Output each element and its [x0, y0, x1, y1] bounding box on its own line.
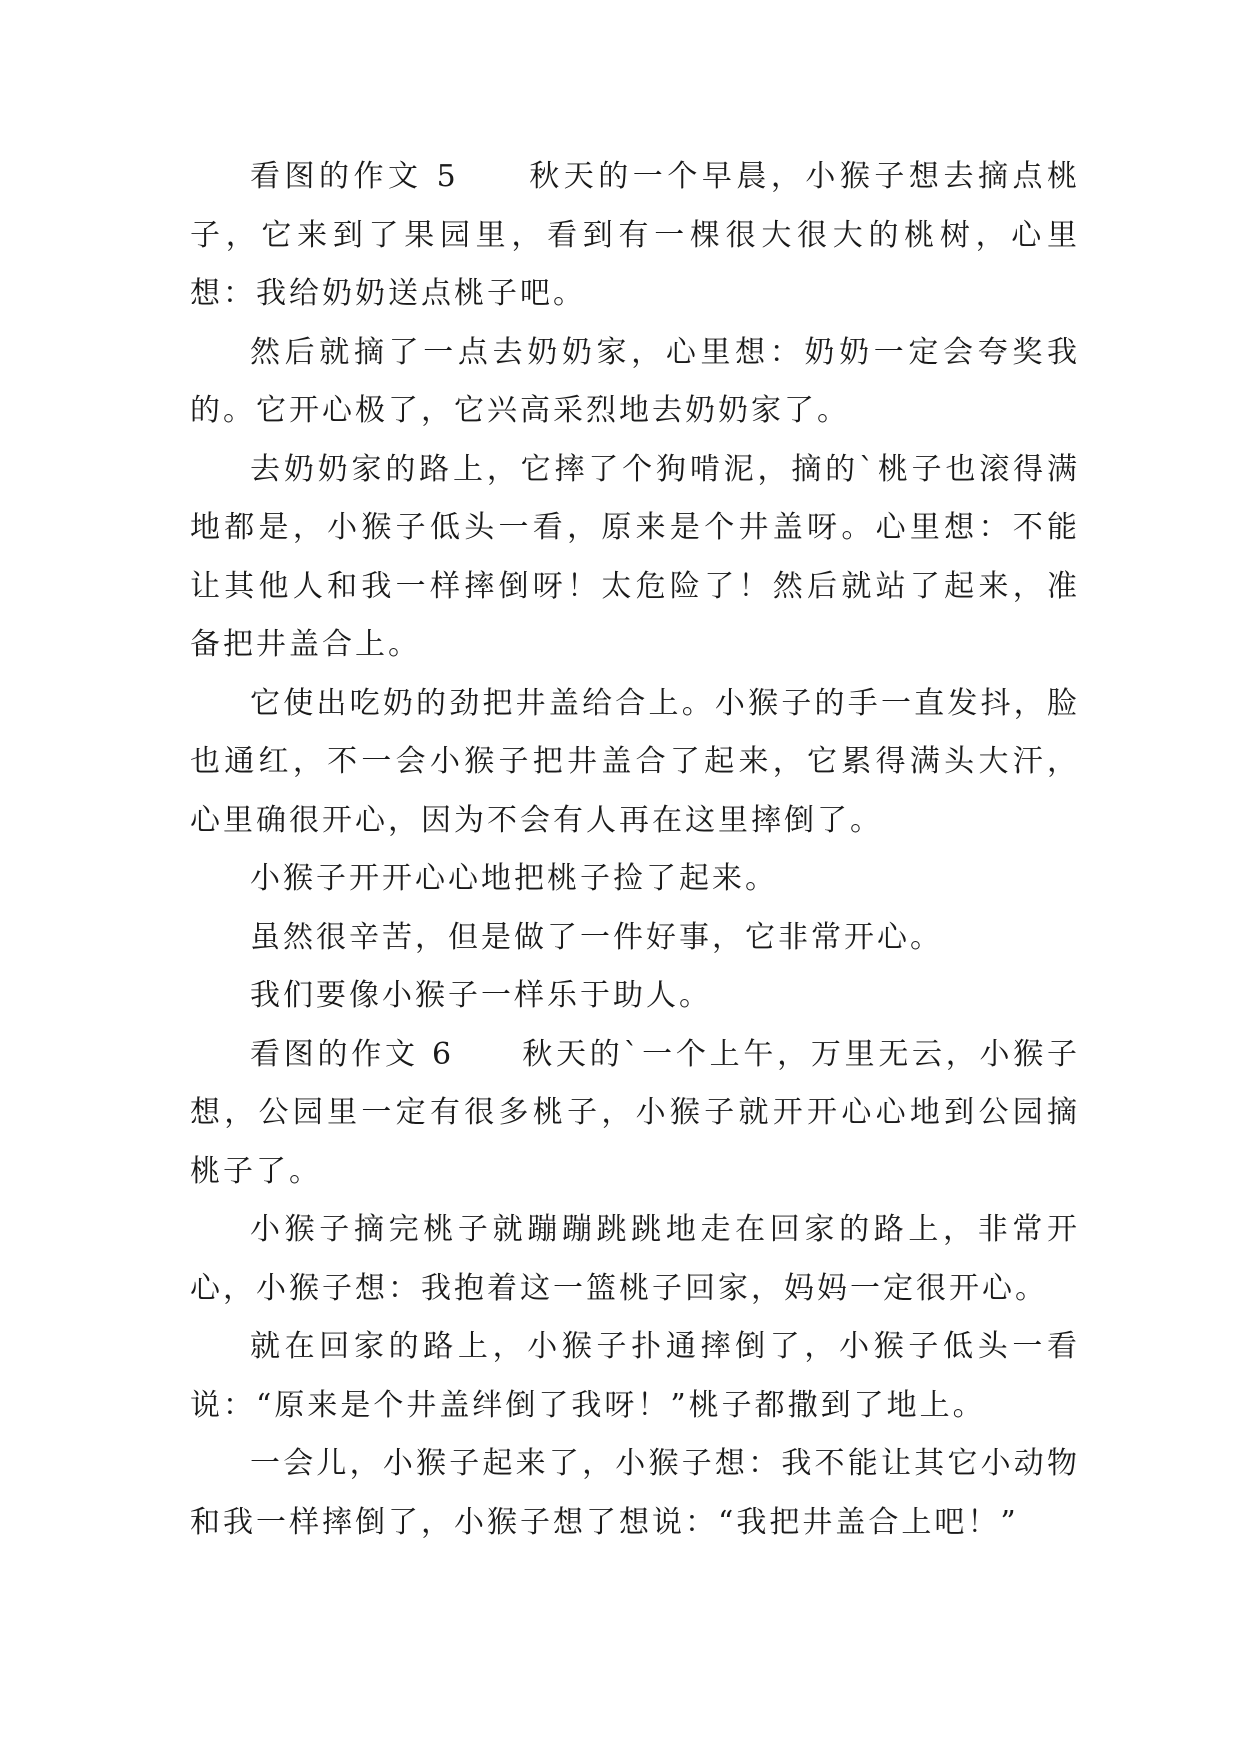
paragraph-9: 小猴子摘完桃子就蹦蹦跳跳地走在回家的路上，非常开心，小猴子想：我抱着这一篮桃子回家，妈妈一定很开心。 — [190, 1212, 1080, 1306]
paragraph-11: 一会儿，小猴子起来了，小猴子想：我不能让其它小动物和我一样摔倒了，小猴子想了想说：“我把井盖合上吧！” — [190, 1446, 1080, 1540]
paragraph-6: 虽然很辛苦，但是做了一件好事，它非常开心。 — [250, 919, 943, 955]
paragraph-5: 小猴子开开心心地把桃子捡了起来。 — [250, 861, 778, 896]
paragraph-4: 它使出吃奶的劲把井盖给合上。小猴子的手一直发抖，脸也通红，不一会小猴子把井盖合了起来，它累得满头大汗，心里确很开心，因为不会有人再在这里摔倒了。 — [190, 685, 1080, 838]
paragraph-3: 去奶奶家的路上，它摔了个狗啃泥，摘的`桃子也滚得满地都是，小猴子低头一看，原来是个井盖呀。心里想：不能让其他人和我一样摔倒呀！太危险了！然后就站了起来，准备把井盖合上。 — [190, 451, 1080, 662]
document-body — [190, 148, 1080, 1552]
paragraph-8: 看图的作文 6 秋天的`一个上午，万里无云，小猴子想，公园里一定有很多桃子，小猴子就开开心心地到公园摘桃子了。 — [190, 1036, 1080, 1189]
paragraph-1: 看图的作文 5 秋天的一个早晨，小猴子想去摘点桃子，它来到了果园里，看到有一棵很大很大的桃树，心里想：我给奶奶送点桃子吧。 — [190, 159, 1080, 311]
paragraph-10: 就在回家的路上，小猴子扑通摔倒了，小猴子低头一看说：“原来是个井盖绊倒了我呀！”桃子都撒到了地上。 — [190, 1329, 1080, 1423]
paragraph-7: 我们要像小猴子一样乐于助人。 — [250, 978, 712, 1013]
paragraph-2: 然后就摘了一点去奶奶家，心里想：奶奶一定会夸奖我的。它开心极了，它兴高采烈地去奶奶家了。 — [190, 334, 1080, 428]
